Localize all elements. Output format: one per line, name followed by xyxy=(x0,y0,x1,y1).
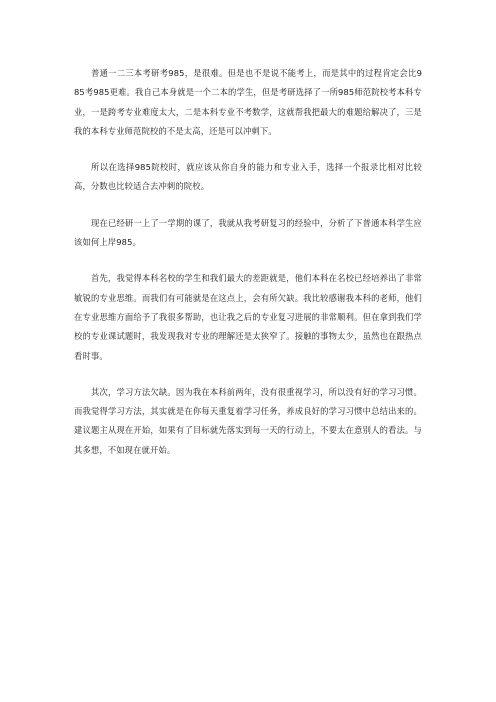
paragraph-4: 首先，我觉得本科名校的学生和我们最大的差距就是，他们本科在名校已经培养出了非常敏锐的专业思维。而我们有可能就是在这点上，会有所欠缺。我比较感谢我本科的老师，他们在专业思维方面给予了我很多帮助，也让我之后的专业复习进展的非常顺利。但在拿到我们学校的专业课试题时，我发现我对专业的理解还是太狭窄了。接触的事物太少，虽然也在跟热点看时事。 xyxy=(74,273,422,361)
paragraph-3: 现在已经研一上了一学期的课了，我就从我考研复习的经验中，分析了下普通本科学生应该如何上岸985。 xyxy=(74,217,422,248)
paragraph-5: 其次，学习方法欠缺。因为我在本科前两年，没有很重视学习，所以没有好的学习习惯。而我觉得学习方法，其实就是在你每天重复着学习任务，养成良好的学习习惯中总结出来的。建议题主从现在开始，如果有了目标就先落实到每一天的行动上，不要太在意别人的看法。与其多想，不如现在就开始。 xyxy=(74,386,422,455)
paragraph-2: 所以在选择985院校时，就应该从你自身的能力和专业入手，选择一个报录比相对比较高，分数也比较适合去冲刺的院校。 xyxy=(74,162,422,192)
paragraph-1: 普通一二三本考研考985，是很难。但是也不是说不能考上，而是其中的过程肯定会比985考985更难。我自己本身就是一个二本的学生，但是考研选择了一所985师范院校考本科专业，一是跨考专业难度太大，二是本科专业不考数学，这就帮我把最大的难题给解决了，三是我的本科专业师范院校的不是太高，还是可以冲刺下。 xyxy=(74,68,422,136)
document-body xyxy=(74,64,422,460)
